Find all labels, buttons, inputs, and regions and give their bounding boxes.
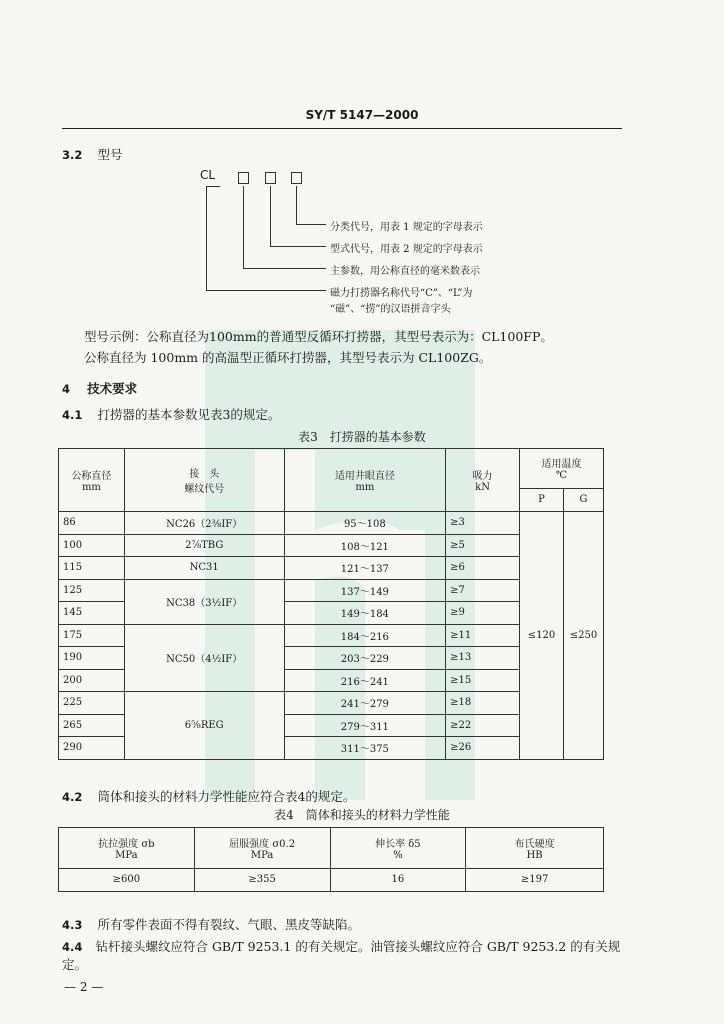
table4-caption: 表4 筒体和接头的材料力学性能 xyxy=(274,808,450,822)
th-yield: 屈服强度 σ0.2 MPa xyxy=(194,828,330,869)
section-4-heading: 4 技术要求 xyxy=(62,381,138,396)
section-4-1: 4.1 打捞器的基本参数见表3的规定。 xyxy=(62,407,281,422)
table4-header-row xyxy=(59,828,604,869)
table-row: 200 216～241 ≥15 xyxy=(59,669,604,692)
temp-g-value: ≤250 xyxy=(563,512,603,760)
section-3-2-heading: 3.2 型号 xyxy=(62,147,123,162)
table3 xyxy=(58,448,604,760)
th-force: 吸力 kN xyxy=(446,449,520,512)
standard-number: SY/T 5147—2000 xyxy=(305,108,419,122)
example-1: 型号示例：公称直径为100mm的普通型反循环打捞器，其型号表示为：CL100FP。 xyxy=(84,329,553,344)
diagram-label-name-2: “磁”、“捞”的汉语拼音字头 xyxy=(330,304,451,315)
table-row: 100 2⅞TBG 108～121 ≥5 xyxy=(59,534,604,557)
section-4-4: 4.4 钻杆接头螺纹应符合 GB/T 9253.1 的有关规定。油管接头螺纹应符合 GB/T 9253.2 的有关规 xyxy=(62,939,621,954)
th-tensile: 抗拉强度 σb MPa xyxy=(59,828,195,869)
table-row: ≥600 ≥355 16 ≥197 xyxy=(59,869,604,892)
table-row: 125 NC38（3½IF） 137～149 ≥7 xyxy=(59,579,604,602)
diagram-label-name: 磁力打捞器名称代号“C”、“L”为 xyxy=(330,288,473,299)
diagram-label-main: 主参数，用公称直径的毫米数表示 xyxy=(330,266,480,277)
header-rule xyxy=(62,128,622,129)
diagram-label-class: 分类代号，用表 1 规定的字母表示 xyxy=(330,222,483,233)
example-2: 公称直径为 100mm 的高温型正循环打捞器，其型号表示为 CL100ZG。 xyxy=(84,350,492,365)
section-4-2: 4.2 筒体和接头的材料力学性能应符合表4的规定。 xyxy=(62,789,356,804)
table-row: 175 NC50（4½IF） 184～216 ≥11 xyxy=(59,624,604,647)
section-4-4-cont: 定。 xyxy=(62,957,88,972)
table3-header-row xyxy=(59,449,604,489)
temp-p-value: ≤120 xyxy=(520,512,564,760)
table-row: 225 6⅝REG 241～279 ≥18 xyxy=(59,692,604,715)
code-box-2 xyxy=(265,172,276,184)
table-row: 145 149～184 ≥9 xyxy=(59,602,604,625)
th-g: G xyxy=(563,488,603,511)
section-4-3: 4.3 所有零件表面不得有裂纹、气眼、黑皮等缺陷。 xyxy=(62,917,360,932)
table-row: 115 NC31 121～137 ≥6 xyxy=(59,557,604,580)
diagram-code: CL xyxy=(200,168,216,182)
code-box-1 xyxy=(238,172,249,184)
page-number: — 2 — xyxy=(64,980,104,994)
th-p: P xyxy=(520,488,564,511)
table-row: 86 NC26（2⅜IF） 95～108 ≥3 ≤120 ≤250 xyxy=(59,512,604,535)
th-well: 适用井眼直径 mm xyxy=(284,449,446,512)
table-row: 190 203～229 ≥13 xyxy=(59,647,604,670)
th-diameter: 公称直径 mm xyxy=(59,449,125,512)
table4 xyxy=(58,827,604,892)
table3-caption: 表3 打捞器的基本参数 xyxy=(298,430,426,444)
th-joint: 接 头 螺纹代号 xyxy=(124,449,284,512)
th-hardness: 布氏硬度 HB xyxy=(466,828,604,869)
diagram-label-type: 型式代号，用表 2 规定的字母表示 xyxy=(330,244,483,255)
th-elongation: 伸长率 δ5 % xyxy=(330,828,466,869)
table-row: 290 311～375 ≥26 xyxy=(59,737,604,760)
code-box-3 xyxy=(291,172,302,184)
th-temp: 适用温度 ℃ xyxy=(520,449,604,489)
table-row: 265 279～311 ≥22 xyxy=(59,714,604,737)
